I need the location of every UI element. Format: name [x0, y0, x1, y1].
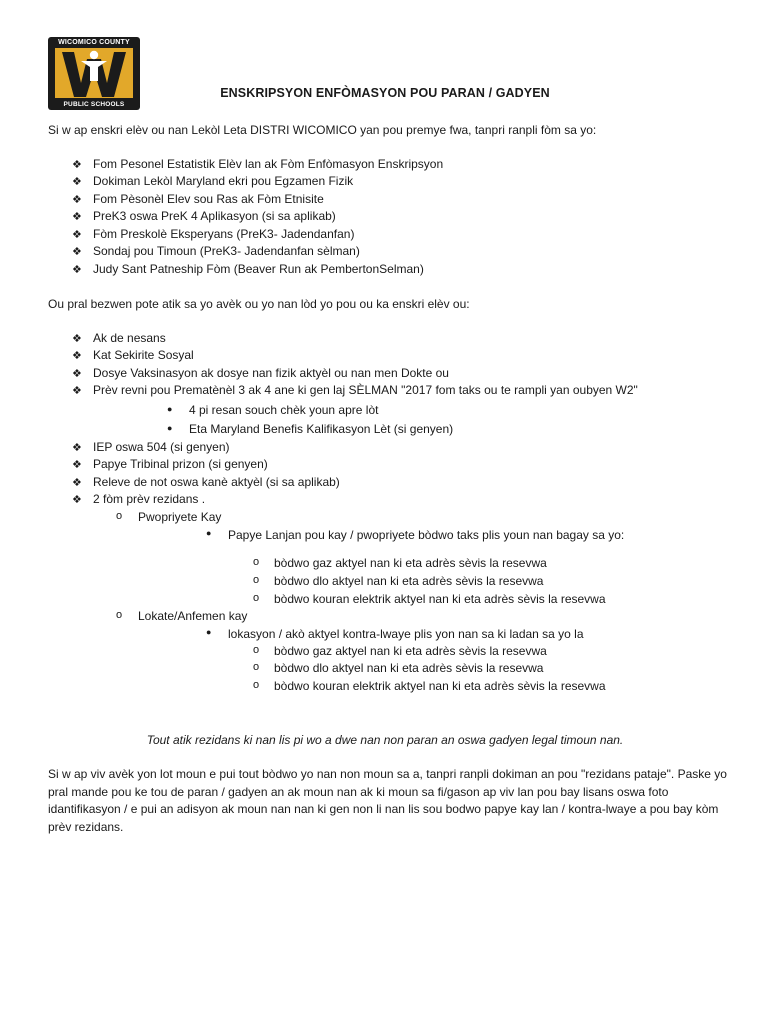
bullet-icon: ● [206, 627, 212, 637]
list-item: Dokiman Lekòl Maryland ekri pou Egzamen Fizik [93, 174, 354, 188]
bullet-icon: ● [167, 404, 173, 414]
list-item: Eta Maryland Benefis Kalifikasyon Lèt (si genyen) [189, 422, 454, 436]
diamond-bullet-icon: ❖ [72, 350, 82, 362]
list-item: bòdwo gaz aktyel nan ki eta adrès sèvis la resevwa [274, 644, 547, 658]
intro-paragraph: Si w ap enskri elèv ou nan Lekòl Leta DISTRI WICOMICO yan pou premye fwa, tanpri ranpli fòm sa yo: [48, 123, 597, 137]
diamond-bullet-icon: ❖ [72, 459, 82, 471]
diamond-bullet-icon: ❖ [72, 159, 82, 171]
logo-top-text: WICOMICO COUNTY [58, 39, 130, 46]
logo-bottom-text: PUBLIC SCHOOLS [63, 101, 125, 108]
circle-bullet-icon: o [253, 644, 260, 656]
document-title: ENSKRIPSYON ENFÒMASYON POU PARAN / GADYEN [220, 86, 550, 100]
list-item: IEP oswa 504 (si genyen) [93, 440, 230, 454]
list-item: Papye Lanjan pou kay / pwopriyete bòdwo taks plis youn nan bagay sa yo: [228, 528, 625, 542]
diamond-bullet-icon: ❖ [72, 194, 82, 206]
diamond-bullet-icon: ❖ [72, 176, 82, 188]
list-item: Judy Sant Patneship Fòm (Beaver Run ak PembertonSelman) [93, 262, 424, 276]
residence-note: Tout atik rezidans ki nan lis pi wo a dwe nan non paran an oswa gadyen legal timoun nan. [146, 733, 624, 747]
circle-bullet-icon: o [253, 556, 260, 568]
owner-label: Pwopriyete Kay [138, 510, 222, 524]
diamond-bullet-icon: ❖ [72, 385, 82, 397]
list-item: Fom Pèsonèl Elev sou Ras ak Fòm Etnisite [93, 192, 324, 206]
list-item: 4 pi resan souch chèk youn apre lòt [189, 403, 379, 417]
diamond-bullet-icon: ❖ [72, 246, 82, 258]
circle-bullet-icon: o [253, 574, 260, 586]
circle-bullet-icon: o [116, 609, 123, 621]
list-item: Releve de not oswa kanè aktyèl (si sa aplikab) [93, 475, 340, 489]
closing-paragraph: Si w ap viv avèk yon lot moun e pui tout bòdwo yo nan non moun sa a, tanpri ranpli dokiman an pou "rezidans pataje". Paske yo pral mande pou ke tou de paran / gadyen an ak moun nan ak ki moun sa fi/gason ap viv lan pou bay lisans oswa foto idantifikasyon / e pui an adisyon ak moun nan nan ki gen non li nan lis sou bodwo papye kay lan / kontra-lwaye a pou bay kòm prèv rezidans. [48, 767, 727, 834]
diamond-bullet-icon: ❖ [72, 333, 82, 345]
list-item: Kat Sekirite Sosyal [93, 348, 194, 362]
diamond-bullet-icon: ❖ [72, 477, 82, 489]
diamond-bullet-icon: ❖ [72, 368, 82, 380]
list-item: Prèv revni pou Prematènèl 3 ak 4 ane ki gen laj SÈLMAN "2017 fom taks ou te rampli yan oubyen W2" [93, 383, 638, 397]
diamond-bullet-icon: ❖ [72, 211, 82, 223]
list-item: bòdwo kouran elektrik aktyel nan ki eta adrès sèvis la resevwa [274, 592, 606, 606]
diamond-bullet-icon: ❖ [72, 229, 82, 241]
list-item: bòdwo gaz aktyel nan ki eta adrès sèvis la resevwa [274, 556, 547, 570]
circle-bullet-icon: o [253, 661, 260, 673]
list-item: Fòm Preskolè Eksperyans (PreK3- Jadendanfan) [93, 227, 355, 241]
list-item: PreK3 oswa PreK 4 Aplikasyon (si sa aplikab) [93, 209, 336, 223]
circle-bullet-icon: o [253, 679, 260, 691]
renter-label: Lokate/Anfemen kay [138, 609, 248, 623]
list-item: Dosye Vaksinasyon ak dosye nan fizik aktyèl ou nan men Dokte ou [93, 366, 449, 380]
list-item: bòdwo dlo aktyel nan ki eta adrès sèvis la resevwa [274, 574, 544, 588]
diamond-bullet-icon: ❖ [72, 442, 82, 454]
list-item: bòdwo kouran elektrik aktyel nan ki eta adrès sèvis la resevwa [274, 679, 606, 693]
bullet-icon: ● [206, 528, 212, 538]
list-item: Fom Pesonel Estatistik Elèv lan ak Fòm Enfòmasyon Enskripsyon [93, 157, 444, 171]
circle-bullet-icon: o [253, 592, 260, 604]
list-item: Papye Tribinal prizon (si genyen) [93, 457, 268, 471]
docs-intro-paragraph: Ou pral bezwen pote atik sa yo avèk ou yo nan lòd yo pou ou ka enskri elèv ou: [48, 297, 470, 311]
list-item: lokasyon / akò aktyel kontra-lwaye plis yon nan sa ki ladan sa yo la [228, 627, 584, 641]
list-item: Sondaj pou Timoun (PreK3- Jadendanfan sèlman) [93, 244, 360, 258]
circle-bullet-icon: o [116, 510, 123, 522]
diamond-bullet-icon: ❖ [72, 494, 82, 506]
list-item: 2 fòm prèv rezidans . [93, 492, 206, 506]
diamond-bullet-icon: ❖ [72, 264, 82, 276]
list-item: Ak de nesans [93, 331, 166, 345]
bullet-icon: ● [167, 423, 173, 433]
list-item: bòdwo dlo aktyel nan ki eta adrès sèvis la resevwa [274, 661, 544, 675]
